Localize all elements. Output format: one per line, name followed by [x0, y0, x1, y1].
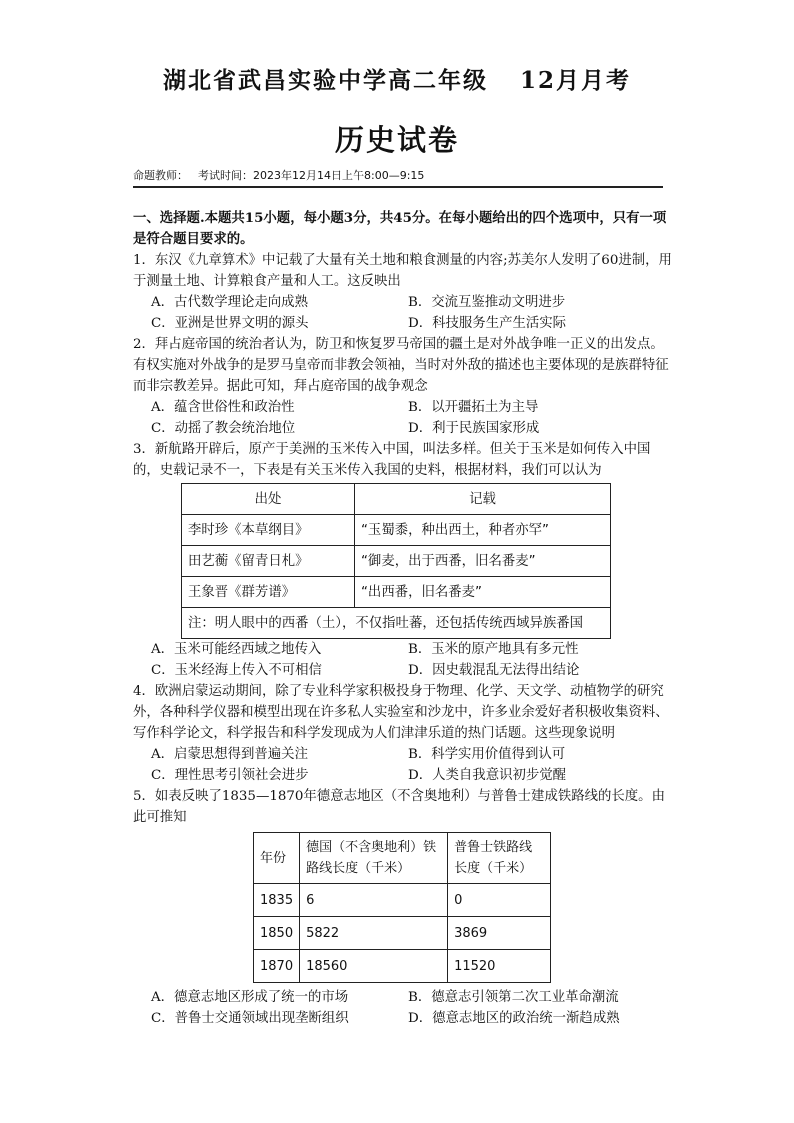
option-a[interactable]: A．古代数学理论走向成熟 — [151, 295, 308, 310]
table-cell: 11520 — [448, 950, 551, 983]
option-b[interactable]: B．交流互鉴推动文明进步 — [408, 295, 566, 310]
question-stem: 1．东汉《九章算术》中记载了大量有关土地和粮食测量的内容;苏美尔人发明了60进制，用于测量土地、计算粮食产量和人工。这反映出 — [133, 253, 672, 289]
table-row — [182, 577, 611, 608]
table-header-cell: 普鲁士铁路线长度（千米） — [448, 833, 551, 884]
option-d[interactable]: D．利于民族国家形成 — [408, 421, 540, 436]
option-a[interactable]: A．蕴含世俗性和政治性 — [151, 400, 295, 415]
question-stem: 3．新航路开辟后，原产于美洲的玉米传入中国，叫法多样。但关于玉米是如何传入中国的，史载记录不一，下表是有关玉米传入我国的史料，根据材料，我们可以认为 — [133, 442, 651, 478]
option-c[interactable]: C．亚洲是世界文明的源头 — [151, 316, 309, 331]
question-stem: 5．如表反映了1835—1870年德意志地区（不含奥地利）与普鲁士建成铁路线的长度。由此可推知 — [133, 789, 665, 825]
table-header-row — [182, 484, 611, 515]
table-header-cell: 记载 — [355, 484, 611, 515]
option-d[interactable]: D．因史载混乱无法得出结论 — [408, 663, 580, 678]
question-options — [133, 292, 673, 334]
table-cell: “出西番，旧名番麦” — [355, 577, 611, 608]
table-cell: 6 — [300, 884, 448, 917]
exam-time: 考试时间：2023年12月14日上午8:00—9:15 — [198, 169, 425, 182]
table-row — [182, 546, 611, 577]
railway-table — [253, 832, 551, 983]
question-4 — [133, 681, 673, 786]
question-5 — [133, 786, 673, 1029]
table-header-cell: 出处 — [182, 484, 355, 515]
section-heading: 一、选择题.本题共15小题，每小题3分，共45分。在每小题给出的四个选项中，只有一项是符合题目要求的。 — [133, 210, 667, 247]
exam-title — [0, 62, 794, 95]
table-cell: 5822 — [300, 917, 448, 950]
option-c[interactable]: C．玉米经海上传入不可相信 — [151, 663, 322, 678]
option-d[interactable]: D．科技服务生产生活实际 — [408, 316, 567, 331]
option-b[interactable]: B．科学实用价值得到认可 — [408, 747, 566, 762]
question-stem: 2．拜占庭帝国的统治者认为，防卫和恢复罗马帝国的疆土是对外战争唯一正义的出发点。有权实施对外战争的是罗马皇帝而非教会领袖，当时对外敌的描述也主要体现的是族群特征而非宗教差异。据此可知，拜占庭帝国的战争观念 — [133, 337, 669, 394]
option-a[interactable]: A．德意志地区形成了统一的市场 — [151, 990, 349, 1005]
table-row — [254, 884, 551, 917]
table-header-row — [254, 833, 551, 884]
option-c[interactable]: C．普鲁士交通领域出现垄断组织 — [151, 1011, 349, 1026]
option-b[interactable]: B．玉米的原产地具有多元性 — [408, 642, 579, 657]
question-2 — [133, 334, 673, 439]
table-cell: 王象晋《群芳谱》 — [182, 577, 355, 608]
table-cell: “御麦，出于西番，旧名番麦” — [355, 546, 611, 577]
table-header-cell: 年份 — [254, 833, 300, 884]
question-1 — [133, 250, 673, 334]
option-b[interactable]: B．以开疆拓土为主导 — [408, 400, 539, 415]
exam-content — [133, 208, 673, 1029]
option-c[interactable]: C．动摇了教会统治地位 — [151, 421, 296, 436]
subject-title: 历史试卷 — [334, 123, 459, 157]
question-options — [133, 987, 673, 1029]
question-options — [133, 744, 673, 786]
question-3 — [133, 439, 673, 681]
question-options — [133, 397, 673, 439]
table-cell: “玉蜀黍，种出西土，种者亦罕” — [355, 515, 611, 546]
table-row — [254, 950, 551, 983]
table-cell: 0 — [448, 884, 551, 917]
table-cell: 1835 — [254, 884, 300, 917]
exam-month: 12月月考 — [519, 67, 631, 94]
table-header-cell: 德国（不含奥地利）铁路线长度（千米） — [300, 833, 448, 884]
option-b[interactable]: B．德意志引领第二次工业革命潮流 — [408, 990, 619, 1005]
question-stem: 4．欧洲启蒙运动期间，除了专业科学家积极投身于物理、化学、天文学、动植物学的研究外，各种科学仪器和模型出现在许多私人实验室和沙龙中，许多业余爱好者积极收集资料、写作科学论文，科学报告和科学发现成为人们津津乐道的热门话题。这些现象说明 — [133, 684, 669, 741]
option-a[interactable]: A．启蒙思想得到普遍关注 — [151, 747, 308, 762]
table-cell: 1850 — [254, 917, 300, 950]
question-options — [133, 639, 673, 681]
header-divider — [133, 186, 663, 188]
exam-meta — [133, 167, 434, 183]
table-row — [182, 515, 611, 546]
setter-label: 命题教师： — [133, 169, 188, 182]
table-cell: 18560 — [300, 950, 448, 983]
table-cell: 李时珍《本草纲目》 — [182, 515, 355, 546]
table-cell: 田艺蘅《留青日札》 — [182, 546, 355, 577]
option-d[interactable]: D．人类自我意识初步觉醒 — [408, 768, 567, 783]
option-a[interactable]: A．玉米可能经西域之地传入 — [151, 642, 322, 657]
source-table — [181, 483, 611, 639]
option-c[interactable]: C．理性思考引领社会进步 — [151, 768, 309, 783]
table-row — [254, 917, 551, 950]
school-title: 湖北省武昌实验中学高二年级 — [162, 67, 488, 94]
option-d[interactable]: D．德意志地区的政治统一渐趋成熟 — [408, 1011, 620, 1026]
table-cell: 3869 — [448, 917, 551, 950]
table-cell: 1870 — [254, 950, 300, 983]
table-note-row — [182, 608, 611, 639]
table-note: 注：明人眼中的西番（土），不仅指吐蕃，还包括传统西域异族番国 — [182, 608, 611, 639]
